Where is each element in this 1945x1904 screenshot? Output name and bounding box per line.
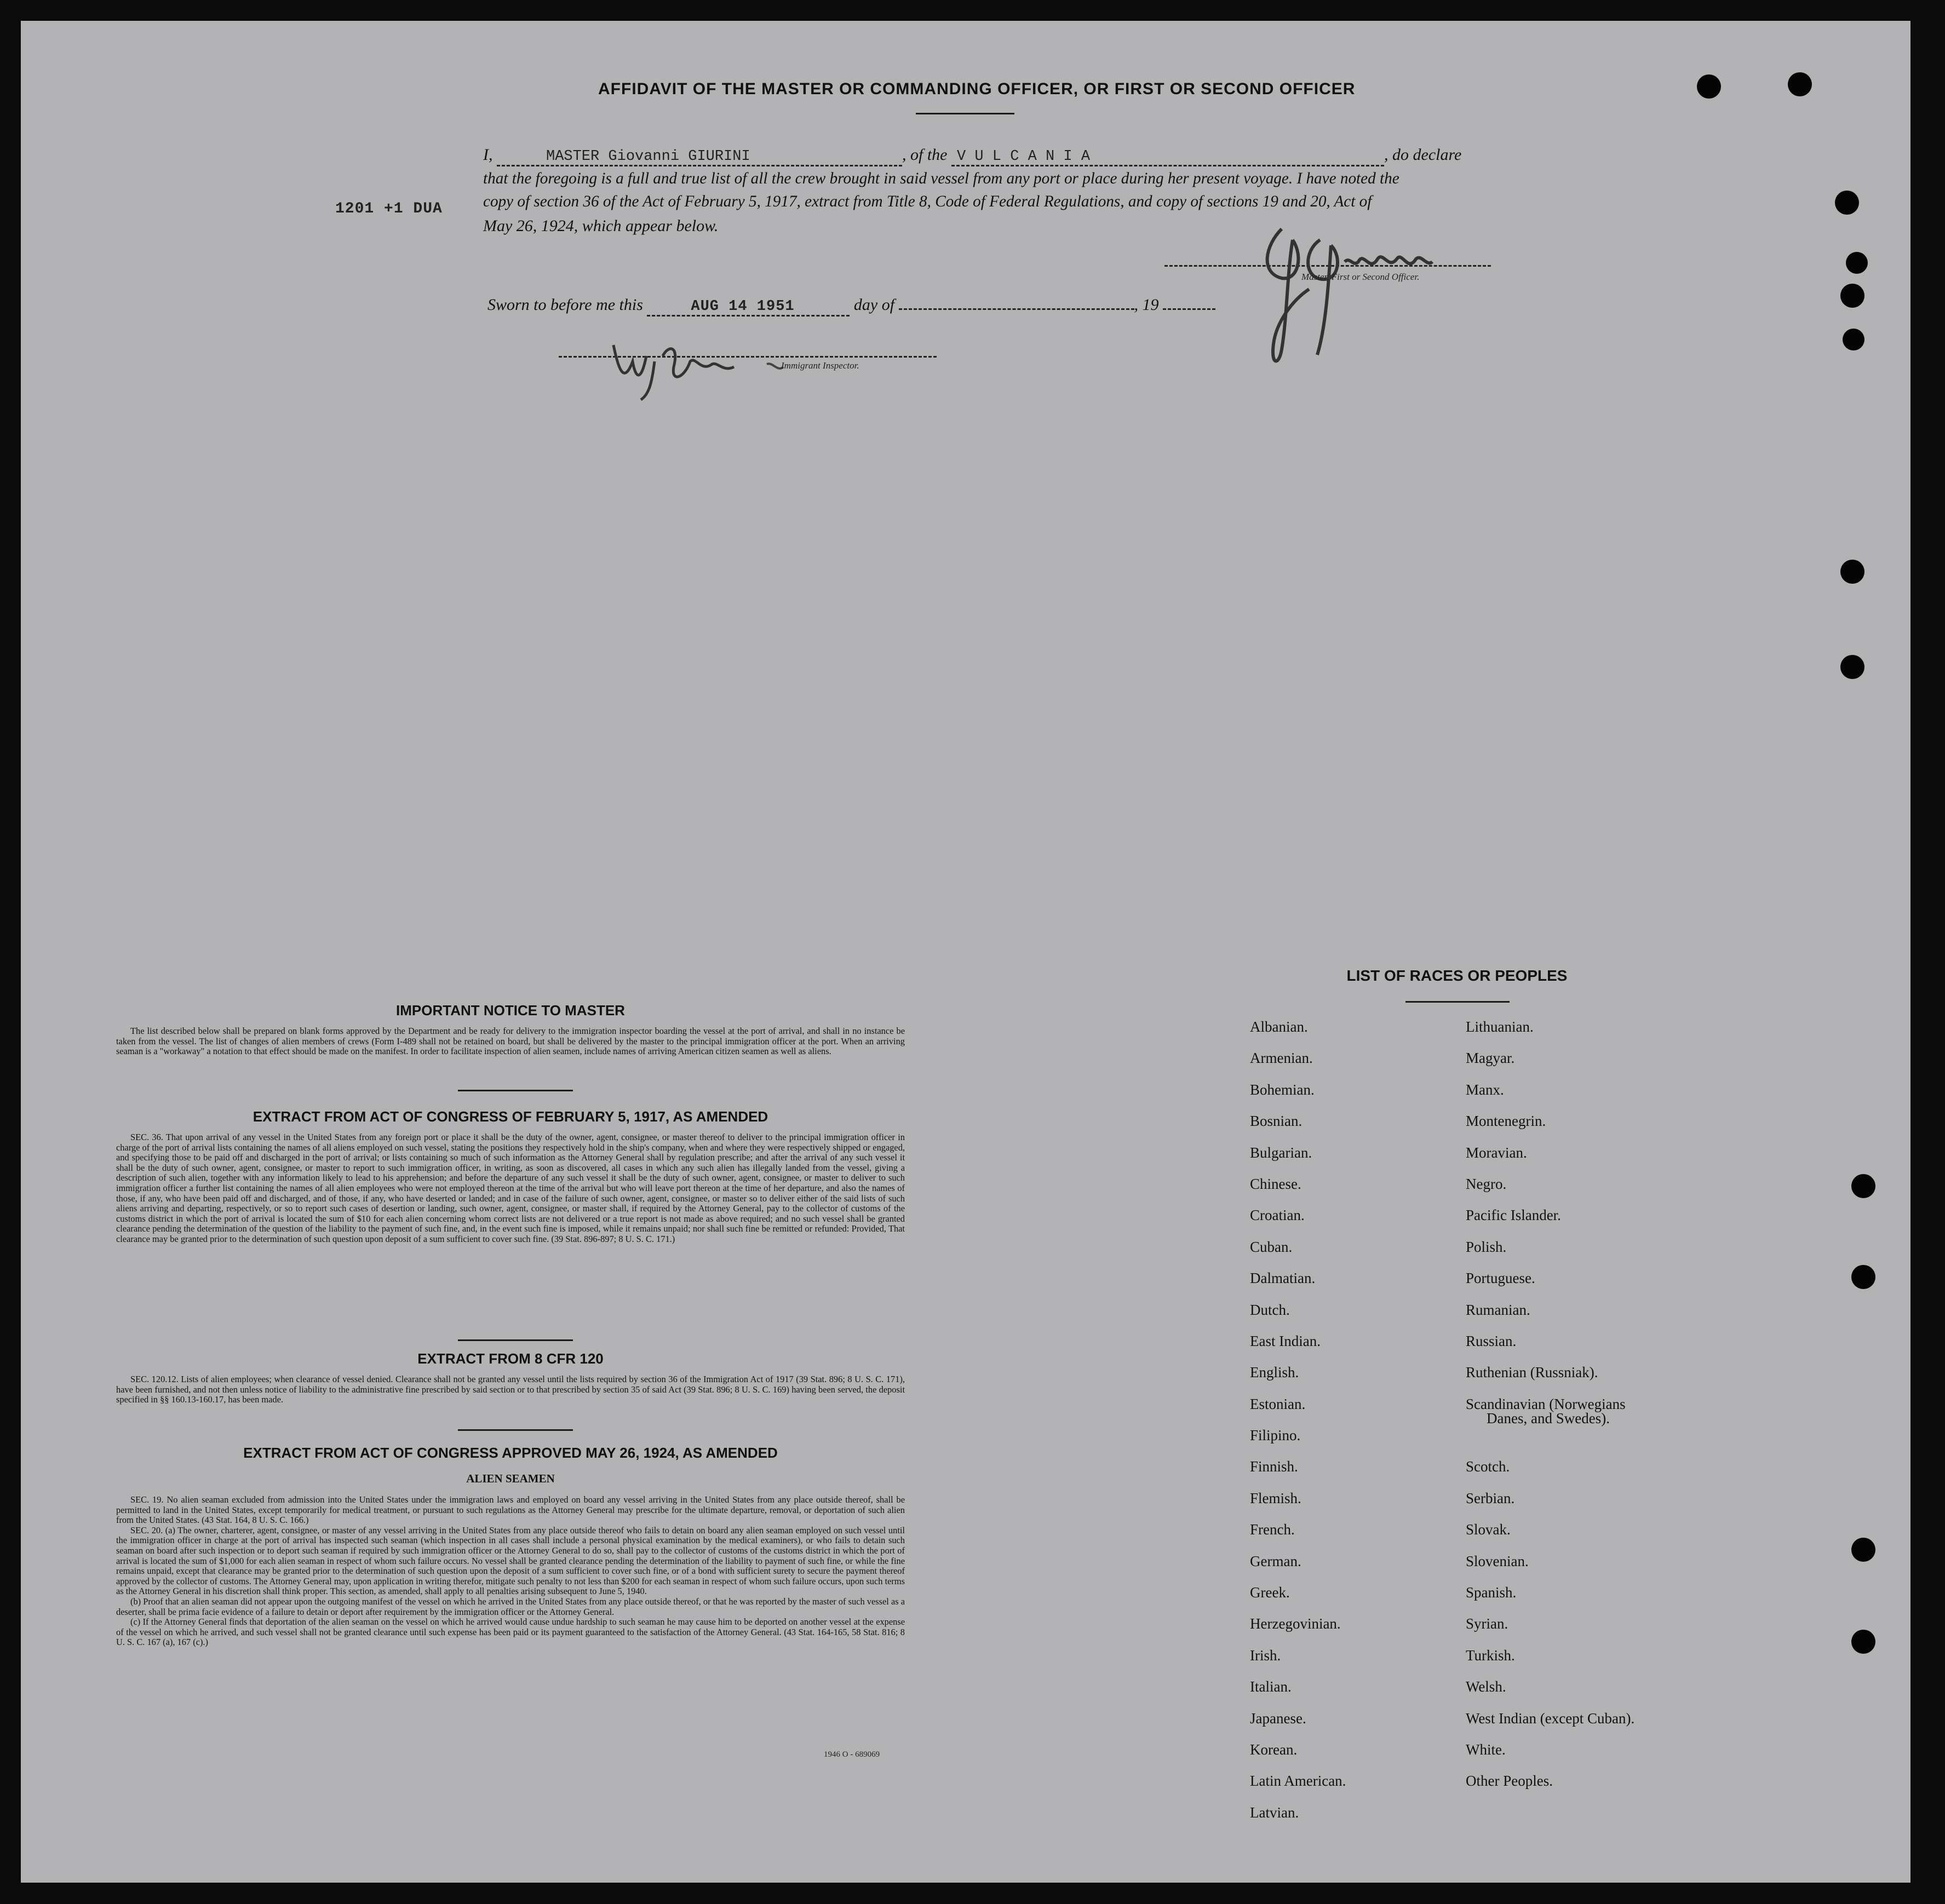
race-item: Lithuanian. (1466, 1019, 1534, 1035)
race-item: Montenegrin. (1466, 1113, 1546, 1130)
binder-hole (1788, 72, 1812, 96)
race-item: English. (1250, 1364, 1299, 1381)
notice-paragraph: The list described below shall be prepared on blank forms approved by the Department and be ready for delivery to the immigration inspector boarding the vessel at the port of arrival, and shall in no instance be taken from the vessel. The list of changes of alien members of crews (Form I-489 shall not be retained on board, but shall be delivered by the master to the principal immigration officer at the port. When an arriving seaman is a "workaway" a notation to that effect should be made on the manifest. In order to facilitate inspection of alien seamen, include names of arriving American citizen seamen as well as aliens. (116, 1026, 905, 1057)
affidavit-title: AFFIDAVIT OF THE MASTER OR COMMANDING OFFICER, OR FIRST OR SECOND OFFICER (598, 80, 1356, 98)
race-item: Irish. (1250, 1647, 1281, 1664)
binder-hole (1697, 74, 1721, 99)
race-item: Portuguese. (1466, 1270, 1535, 1287)
race-item: Ruthenian (Russniak). (1466, 1364, 1598, 1381)
races-column-1 (1250, 1017, 1346, 1834)
sec-20a-paragraph: SEC. 20. (a) The owner, charterer, agent, consignee, or master of any vessel arriving in the United States from any place outside thereof who fails to detain on board any alien seaman employed on such vessel until the immigration officer in charge at the port of arrival has inspected such seaman (which inspection in all cases shall include a personal physical examination by the medical examiners), or who fails to detain such seaman on board after such inspection or to deport such seaman if required by such immigration officer or the Attorney General to do so, shall pay to the collector of customs of the customs district in which the port of arrival is located the sum of $1,000 for each alien seaman in respect of whom such failure occurs. No vessel shall be granted clearance pending the determination of the liability to payment of such fine, or while the fine remains unpaid, except that clearance may be granted prior to the determination of such question upon the deposit of a sum sufficient to cover such fine, or of a bond with sufficient surety to secure the payment thereof approved by the collector of customs. The Attorney General may, upon application in writing therefor, mitigate such penalty to not less than $200 for each seaman in respect of whom such failure occurs, upon such terms as the Attorney General in his discretion shall think proper. This section, as amended, shall apply to all penalties arising subsequent to June 5, 1940. (116, 1525, 905, 1597)
sec-20c-paragraph: (c) If the Attorney General finds that deportation of the alien seaman on the vessel on which he arrived would cause undue hardship to such seaman he may cause him to be deported on another vessel at the expense of the vessel on which he arrived, and such vessel shall not be granted clearance until such expense has been paid or its payment guaranteed to the satisfaction of the Attorney General. (43 Stat. 164-165, 58 Stat. 816; 8 U. S. C. 167 (a), 167 (c).) (116, 1617, 905, 1648)
notice-text (116, 1026, 905, 1057)
race-item: Serbian. (1466, 1489, 1515, 1506)
races-title-underline (1405, 1001, 1510, 1003)
race-item: Negro. (1466, 1175, 1507, 1192)
race-item: Polish. (1466, 1238, 1507, 1255)
extract-cfr-text (116, 1374, 905, 1405)
race-item: West Indian (except Cuban). (1466, 1710, 1635, 1727)
race-item: Korean. (1250, 1741, 1298, 1758)
declaration-line-2: that the foregoing is a full and true list of all the crew brought in said vessel from any port or place during her present voyage. I have noted the (483, 170, 1399, 187)
inspector-label: Immigrant Inspector. (781, 360, 859, 371)
master-signature (1249, 207, 1479, 371)
race-item: Magyar. (1466, 1050, 1515, 1067)
binder-hole (1843, 329, 1864, 350)
title-underline (916, 113, 1014, 114)
race-item: Japanese. (1250, 1710, 1306, 1727)
inspector-signature (603, 323, 811, 405)
sec-120-paragraph: SEC. 120.12. Lists of alien employees; when clearance of vessel denied. Clearance shall not be granted any vessel until the lists required by section 36 of the Immigration Act of 1917 (39 Stat. 896; 8 U. S. C. 171), have been furnished, and not then unless notice of liability to the administrative fine prescribed by said section or to that prescribed by section 35 of said Act (39 Stat. 896; 8 U. S. C. 169) having been served, the deposit specified in §§ 160.13-160.17, has been made. (116, 1374, 905, 1405)
race-item: Moravian. (1466, 1144, 1527, 1161)
signature-label: Master, First or Second Officer. (1301, 272, 1420, 282)
race-item: Cuban. (1250, 1238, 1293, 1255)
day-of-label: day of (853, 296, 895, 314)
race-item: Danes, and Swedes). (1487, 1410, 1610, 1426)
binder-hole (1840, 284, 1864, 308)
binder-hole (1851, 1538, 1875, 1562)
race-item: Scandinavian (Norwegians (1466, 1395, 1626, 1412)
race-item: Syrian. (1466, 1615, 1508, 1632)
race-item: Bohemian. (1250, 1081, 1315, 1098)
binder-hole (1851, 1174, 1875, 1198)
extract-1924-text (116, 1495, 905, 1648)
race-item: Armenian. (1250, 1050, 1313, 1067)
sec-19-paragraph: SEC. 19. No alien seaman excluded from admission into the United States under the immigration laws and employed on board any vessel arriving in the United States from any place outside thereof, shall be permitted to land in the United States, except temporarily for medical treatment, or pursuant to such regulations as the Attorney General may prescribe for the ultimate departure, removal, or deportation of such alien from the United States. (43 Stat. 164, 8 U. S. C. 166.) (116, 1494, 905, 1526)
race-item: Turkish. (1466, 1647, 1515, 1664)
binder-hole (1840, 560, 1864, 584)
notice-title: IMPORTANT NOTICE TO MASTER (396, 1002, 625, 1019)
side-stamp: 1201 +1 DUA (335, 200, 443, 217)
race-item: Italian. (1250, 1678, 1292, 1695)
race-item: Dalmatian. (1250, 1270, 1316, 1287)
race-item: Flemish. (1250, 1489, 1301, 1506)
binder-hole (1835, 191, 1859, 215)
sec-36-paragraph: SEC. 36. That upon arrival of any vessel in the United States from any foreign port or place it shall be the duty of the owner, agent, consignee, or master thereof to deliver to the principal immigration officer in charge of the port of arrival lists containing the names of all aliens employed on such vessel, stating the positions they respectively hold in the ship's company, when and where they were respectively shipped or engaged, and specifying those to be paid off and discharged in the port of arrival; or lists containing so much of such information as the Attorney General shall by regulation prescribe; and after the arrival of any such vessel it shall be the duty of such owner, agent, consignee, or master to report to such immigration officer, in writing, as soon as discovered, all cases in which any such alien has illegally landed from the vessel, giving a description of such alien, together with any information likely to lead to his apprehension; and before the departure of any such vessel it shall be the duty of such owner, agent, consignee, or master to deliver to such immigration officer a further list containing the names of all alien employees who were not employed thereon at the time of the arrival but who will leave port thereon at the time of her departure, and also the names of those, if any, who have been paid off and discharged, and of those, if any, who have deserted or landed; and in case of the failure of such owner, agent, consignee, or master so to deliver either of the said lists of such aliens arriving and departing, respectively, or so to report such cases of desertion or landing, such owner, agent, consignee, or master shall, if required by the Attorney General, pay to the collector of customs of the customs district in which the port of arrival is located the sum of $10 for each alien concerning whom correct lists are not delivered or a true report is not made as above required; and no such vessel shall be granted clearance pending the determination of the question of the liability to the payment of such fine, and, in the event such fine is imposed, while it remains unpaid; nor shall such fine be remitted or refunded: Provided, That clearance may be granted prior to the determination of such question upon deposit of a sum sufficient to cover such fine. (39 Stat. 896-897; 8 U. S. C. 171.) (116, 1132, 905, 1244)
sworn-date-field (647, 296, 850, 317)
race-item: Filipino. (1250, 1427, 1301, 1444)
race-item: Slovak. (1466, 1521, 1511, 1538)
i-label: I, (483, 146, 493, 164)
race-item: Latvian. (1250, 1804, 1299, 1821)
year-field (1163, 308, 1215, 310)
binder-hole (1851, 1630, 1875, 1654)
vessel-name-value: V U L C A N I A (957, 148, 1091, 165)
race-item: East Indian. (1250, 1332, 1321, 1349)
month-field (899, 308, 1134, 310)
race-item: Herzegovinian. (1250, 1615, 1341, 1632)
binder-hole (1840, 655, 1864, 679)
sworn-label: Sworn to before me this (487, 296, 643, 314)
declaration-line-3: copy of section 36 of the Act of February 5, 1917, extract from Title 8, Code of Federal Regulations, and copy of sections 19 and 20, Act of (483, 193, 1372, 210)
race-item: Latin American. (1250, 1773, 1346, 1790)
divider (458, 1339, 573, 1341)
race-item: French. (1250, 1521, 1295, 1538)
race-item: Welsh. (1466, 1678, 1506, 1695)
race-item: Pacific Islander. (1466, 1207, 1561, 1224)
do-declare-label: , do declare (1384, 146, 1462, 164)
race-item: White. (1466, 1741, 1506, 1758)
extract-1924-title: EXTRACT FROM ACT OF CONGRESS APPROVED MAY 26, 1924, AS AMENDED (243, 1445, 778, 1461)
race-item: German. (1250, 1552, 1301, 1569)
declaration-line-1 (483, 146, 1461, 166)
vessel-name-field (951, 148, 1384, 166)
sec-20b-paragraph: (b) Proof that an alien seaman did not appear upon the outgoing manifest of the vessel on which he arrived in the United States from any place outside thereof, or that he was reported by the master of such vessel as a deserter, shall be prima facie evidence of a failure to detain or deport after requirement by the immigration officer or the Attorney General. (116, 1596, 905, 1617)
binder-hole (1846, 252, 1868, 274)
sworn-line (487, 296, 1215, 317)
binder-hole (1851, 1265, 1875, 1289)
race-item: Chinese. (1250, 1175, 1301, 1192)
race-item: Slovenian. (1466, 1552, 1529, 1569)
sworn-date-stamp: AUG 14 1951 (691, 298, 795, 315)
race-item: Estonian. (1250, 1395, 1306, 1412)
races-column-2 (1466, 1017, 1634, 1803)
extract-1917-text (116, 1132, 905, 1245)
of-the-label: , of the (902, 146, 948, 164)
race-item: Scotch. (1466, 1458, 1510, 1475)
race-item: Greek. (1250, 1584, 1290, 1601)
race-item: Manx. (1466, 1081, 1504, 1098)
race-item: Bosnian. (1250, 1113, 1303, 1130)
race-item: Bulgarian. (1250, 1144, 1312, 1161)
extract-1917-title: EXTRACT FROM ACT OF CONGRESS OF FEBRUARY 5, 1917, AS AMENDED (253, 1108, 768, 1125)
race-item: Russian. (1466, 1332, 1517, 1349)
races-title: LIST OF RACES OR PEOPLES (1346, 967, 1568, 984)
race-item: Finnish. (1250, 1458, 1298, 1475)
print-code: 1946 O - 689069 (824, 1750, 880, 1759)
race-item: Spanish. (1466, 1584, 1517, 1601)
declaration-line-4: May 26, 1924, which appear below. (483, 217, 719, 235)
race-item: Other Peoples. (1466, 1773, 1553, 1790)
race-item: Albanian. (1250, 1019, 1308, 1035)
master-name-field (497, 148, 902, 166)
master-name-value: MASTER Giovanni GIURINI (546, 148, 750, 165)
race-item: Croatian. (1250, 1207, 1305, 1224)
divider (458, 1429, 573, 1431)
year-label: , 19 (1134, 296, 1159, 314)
alien-seamen-subtitle: ALIEN SEAMEN (466, 1472, 555, 1485)
race-item: Dutch. (1250, 1301, 1290, 1318)
extract-cfr-title: EXTRACT FROM 8 CFR 120 (417, 1350, 604, 1367)
race-item: Rumanian. (1466, 1301, 1530, 1318)
divider (458, 1090, 573, 1091)
